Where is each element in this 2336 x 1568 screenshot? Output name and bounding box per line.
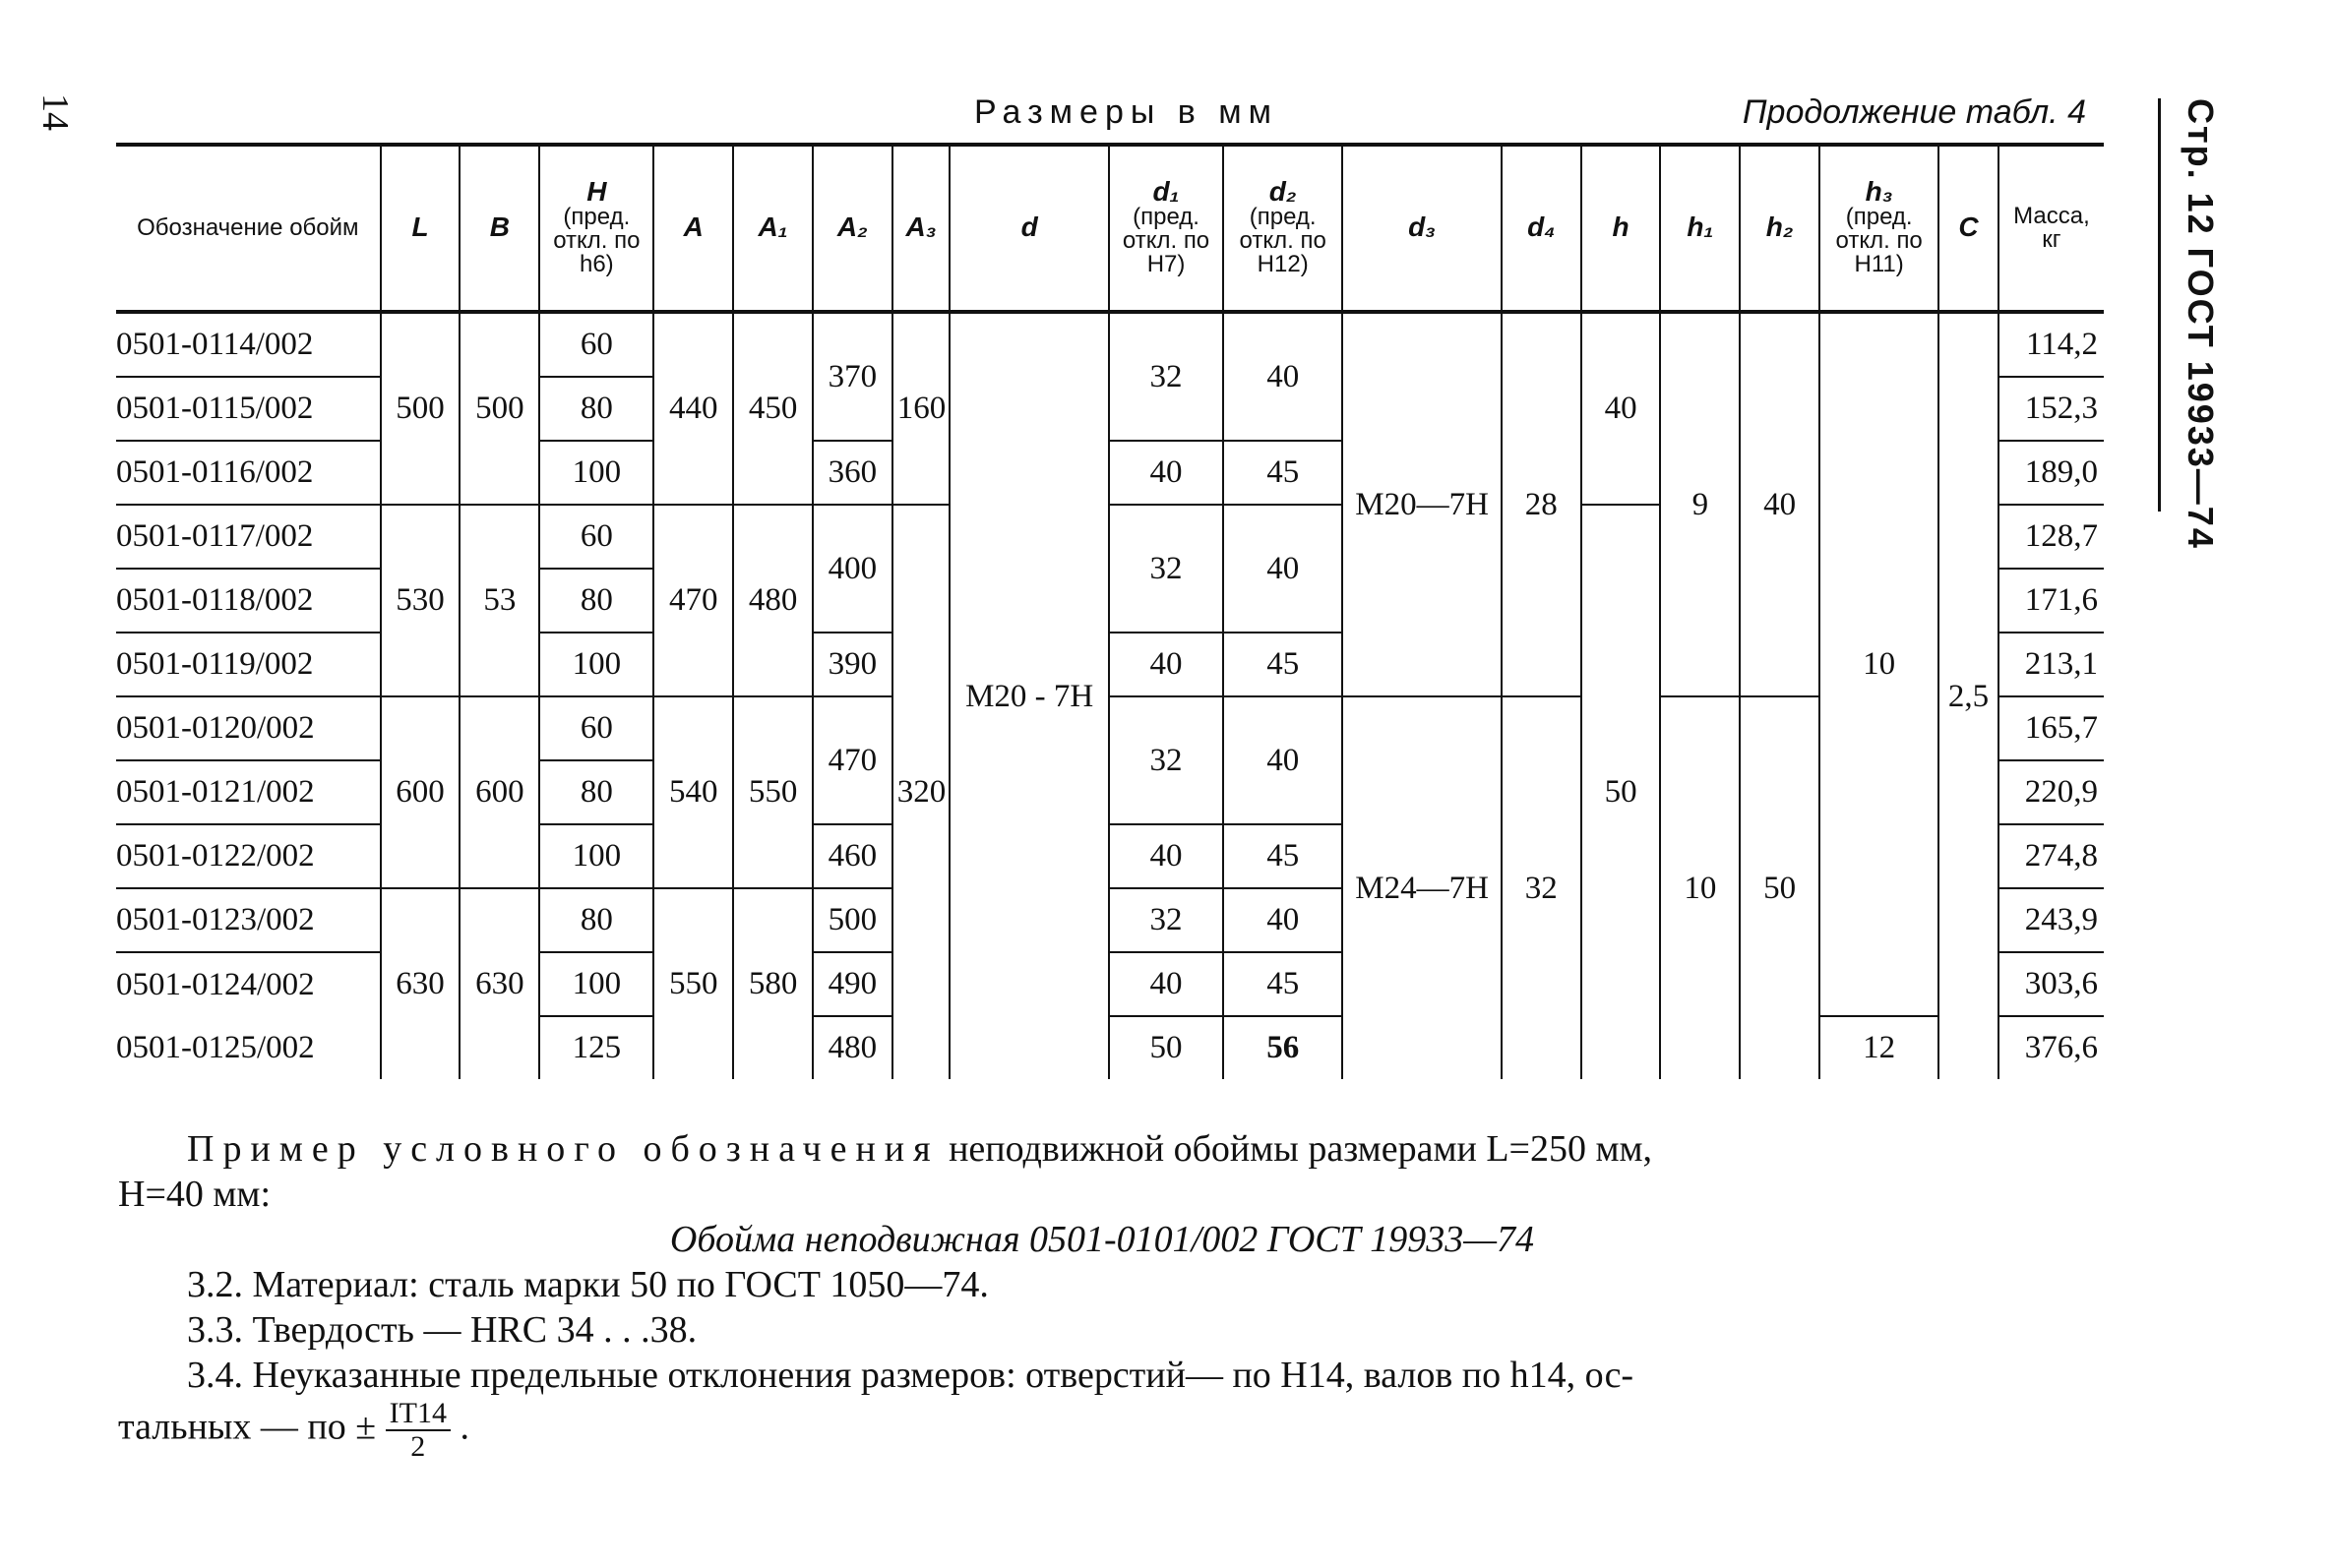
row-code: 0501-0114/002 xyxy=(116,312,381,377)
cell-H: 60 xyxy=(539,505,653,569)
row-code: 0501-0122/002 xyxy=(116,824,381,888)
cell-h3: 10 xyxy=(1819,312,1938,1016)
cell-mass: 213,1 xyxy=(1998,633,2104,696)
cell-H: 80 xyxy=(539,888,653,952)
col-A3 xyxy=(892,145,951,312)
cell-A2: 370 xyxy=(813,312,892,441)
page-number: 14 xyxy=(34,93,76,131)
cell-A: 550 xyxy=(653,888,733,1079)
col-d1 xyxy=(1109,145,1223,312)
cell-A2: 400 xyxy=(813,505,892,633)
cell-B: 630 xyxy=(460,888,539,1079)
tolerance-fraction xyxy=(386,1398,451,1463)
cell-H: 100 xyxy=(539,633,653,696)
col-h xyxy=(1581,145,1661,312)
row-code: 0501-0121/002 xyxy=(116,760,381,824)
side-label-text: Стр. 12 ГОСТ 19933—74 xyxy=(2181,98,2221,550)
paragraph-3-4: 3.4. Неуказанные предельные отклонения размеров: отверстий— по H14, валов по h14, ос- xyxy=(187,1355,1634,1396)
col-h3-symbol: h₃ xyxy=(1865,176,1893,207)
col-d4-symbol: d₄ xyxy=(1527,211,1556,242)
cell-d2: 45 xyxy=(1223,952,1342,1016)
cell-A: 540 xyxy=(653,696,733,888)
row-code: 0501-0120/002 xyxy=(116,696,381,760)
cell-A2: 390 xyxy=(813,633,892,696)
col-d1-symbol: d₁ xyxy=(1152,176,1180,207)
table-row xyxy=(116,696,2104,760)
cell-H: 80 xyxy=(539,760,653,824)
cell-d2: 45 xyxy=(1223,824,1342,888)
cell-d1: 32 xyxy=(1109,312,1223,441)
cell-d3: M20—7H xyxy=(1342,312,1502,696)
cell-H: 80 xyxy=(539,569,653,633)
row-code: 0501-0119/002 xyxy=(116,633,381,696)
cell-h1: 9 xyxy=(1660,312,1740,696)
cell-d2: 45 xyxy=(1223,441,1342,505)
fraction-denominator: 2 xyxy=(410,1430,426,1463)
row-code: 0501-0117/002 xyxy=(116,505,381,569)
cell-d1: 32 xyxy=(1109,505,1223,633)
table-row xyxy=(116,312,2104,377)
cell-B: 53 xyxy=(460,505,539,696)
cell-d2: 40 xyxy=(1223,312,1342,441)
col-h1-symbol: h₁ xyxy=(1687,211,1714,242)
example-intro-line2: H=40 мм: xyxy=(118,1174,272,1215)
col-d1-note: (пред. откл. по H7) xyxy=(1122,204,1210,277)
cell-mass: 114,2 xyxy=(1998,312,2104,377)
paragraph-3-3: 3.3. Твердость — HRC 34 . . .38. xyxy=(187,1309,698,1351)
cell-d2: 40 xyxy=(1223,505,1342,633)
col-L xyxy=(381,145,461,312)
cell-d1: 50 xyxy=(1109,1016,1223,1079)
cell-A2: 480 xyxy=(813,1016,892,1079)
row-code: 0501-0124/002 xyxy=(116,966,315,1002)
col-H xyxy=(539,145,653,312)
example-title: Обойма неподвижная 0501-0101/002 ГОСТ 19933—74 xyxy=(669,1219,1535,1260)
col-h1 xyxy=(1660,145,1740,312)
cell-mass: 243,9 xyxy=(1998,888,2104,952)
cell-L: 630 xyxy=(381,888,461,1079)
row-code: 0501-0118/002 xyxy=(116,569,381,633)
row-code: 0501-0115/002 xyxy=(116,377,381,441)
cell-d2: 40 xyxy=(1223,696,1342,824)
paragraph-3-2: 3.2. Материал: сталь марки 50 по ГОСТ 1050—74. xyxy=(187,1264,989,1305)
side-rule xyxy=(2158,98,2161,512)
paragraph-3-4-line2 xyxy=(118,1398,2086,1463)
body-text xyxy=(118,1126,2086,1463)
cell-d1: 32 xyxy=(1109,888,1223,952)
cell-L: 530 xyxy=(381,505,461,696)
cell-A2: 360 xyxy=(813,441,892,505)
cell-H: 60 xyxy=(539,312,653,377)
col-A2 xyxy=(813,145,892,312)
cell-d1: 32 xyxy=(1109,696,1223,824)
col-d xyxy=(950,145,1109,312)
col-d2 xyxy=(1223,145,1342,312)
cell-H: 60 xyxy=(539,696,653,760)
col-h-symbol: h xyxy=(1612,211,1629,242)
col-d-symbol: d xyxy=(1020,211,1038,242)
col-L-symbol: L xyxy=(411,211,429,242)
cell-A3: 320 xyxy=(892,505,951,1079)
row-code: 0501-0116/002 xyxy=(116,441,381,505)
cell-mass: 274,8 xyxy=(1998,824,2104,888)
cell-A2: 460 xyxy=(813,824,892,888)
example-intro-rest: неподвижной обоймы размерами L=250 мм, xyxy=(949,1128,1653,1170)
col-d3-symbol: d₃ xyxy=(1408,211,1437,242)
cell-d4: 32 xyxy=(1502,696,1581,1079)
cell-H: 100 xyxy=(539,824,653,888)
cell-h1: 10 xyxy=(1660,696,1740,1079)
cell-mass: 220,9 xyxy=(1998,760,2104,824)
col-h2-symbol: h₂ xyxy=(1765,211,1794,242)
continuation-caption: Продолжение табл. 4 xyxy=(1742,93,2086,131)
row-code: 0501-0123/002 xyxy=(116,888,381,952)
cell-mass: 171,6 xyxy=(1998,569,2104,633)
cell-mass: 376,6 xyxy=(1998,1016,2104,1079)
cell-B: 600 xyxy=(460,696,539,888)
cell-B: 500 xyxy=(460,312,539,505)
cell-A1: 480 xyxy=(733,505,813,696)
col-A xyxy=(653,145,733,312)
sizes-caption: Размеры в мм xyxy=(974,93,1279,131)
cell-L: 600 xyxy=(381,696,461,888)
cell-d1: 40 xyxy=(1109,824,1223,888)
example-intro-spaced: Пример условного обозначения xyxy=(187,1128,940,1170)
cell-d1: 40 xyxy=(1109,952,1223,1016)
cell-A2: 490 xyxy=(813,952,892,1016)
cell-d2: 40 xyxy=(1223,888,1342,952)
col-A1 xyxy=(733,145,813,312)
cell-d3: M24—7H xyxy=(1342,696,1502,1079)
col-A-symbol: A xyxy=(683,211,704,242)
dimensions-table xyxy=(116,143,2104,1079)
paragraph-3-4-line2-text: тальных — по ± xyxy=(118,1406,377,1448)
cell-mass: 189,0 xyxy=(1998,441,2104,505)
col-B xyxy=(460,145,539,312)
example-intro xyxy=(118,1126,2086,1172)
cell-d1: 40 xyxy=(1109,441,1223,505)
cell-h: 50 xyxy=(1581,505,1661,1079)
cell-d2: 56 xyxy=(1223,1016,1342,1079)
col-d2-symbol: d₂ xyxy=(1268,176,1297,207)
col-A2-symbol: A₂ xyxy=(836,211,868,242)
table-header-line xyxy=(118,93,2086,143)
col-mass: Масса, кг xyxy=(1998,145,2104,312)
cell-A2: 500 xyxy=(813,888,892,952)
cell-H: 125 xyxy=(539,1016,653,1079)
cell-d4: 28 xyxy=(1502,312,1581,696)
cell-mass: 165,7 xyxy=(1998,696,2104,760)
col-A1-symbol: A₁ xyxy=(758,211,788,242)
cell-H: 80 xyxy=(539,377,653,441)
col-h3-note: (пред. откл. по H11) xyxy=(1835,204,1923,277)
col-h3 xyxy=(1819,145,1938,312)
cell-H: 100 xyxy=(539,441,653,505)
cell-A1: 450 xyxy=(733,312,813,505)
cell-mass: 128,7 xyxy=(1998,505,2104,569)
cell-A1: 580 xyxy=(733,888,813,1079)
side-label xyxy=(2170,98,2229,571)
cell-A2: 470 xyxy=(813,696,892,824)
cell-h2: 40 xyxy=(1740,312,1819,696)
col-C-symbol: C xyxy=(1958,211,1979,242)
row-code: 0501-0125/002 xyxy=(116,1029,315,1065)
col-H-note: (пред. откл. по h6) xyxy=(553,204,641,277)
col-A3-symbol: A₃ xyxy=(905,211,937,242)
cell-d2: 45 xyxy=(1223,633,1342,696)
table-header-row xyxy=(116,145,2104,312)
paragraph-3-4-end: . xyxy=(460,1406,469,1448)
cell-h: 40 xyxy=(1581,312,1661,505)
col-C xyxy=(1938,145,1998,312)
cell-L: 500 xyxy=(381,312,461,505)
cell-H: 100 xyxy=(539,952,653,1016)
cell-C: 2,5 xyxy=(1938,312,1998,1079)
cell-mass: 152,3 xyxy=(1998,377,2104,441)
col-d3 xyxy=(1342,145,1502,312)
cell-A: 470 xyxy=(653,505,733,696)
cell-d: M20 - 7H xyxy=(950,312,1109,1079)
cell-h3: 12 xyxy=(1819,1016,1938,1079)
col-d4 xyxy=(1502,145,1581,312)
cell-A3: 160 xyxy=(892,312,951,505)
cell-A1: 550 xyxy=(733,696,813,888)
col-B-symbol: B xyxy=(489,211,510,242)
col-h2 xyxy=(1740,145,1819,312)
cell-A: 440 xyxy=(653,312,733,505)
cell-mass: 303,6 xyxy=(1998,952,2104,1016)
col-designation: Обозначение обойм xyxy=(116,145,381,312)
cell-d1: 40 xyxy=(1109,633,1223,696)
fraction-numerator: IT14 xyxy=(386,1398,451,1431)
col-d2-note: (пред. откл. по H12) xyxy=(1239,204,1326,277)
col-H-symbol: H xyxy=(586,176,607,207)
cell-h2: 50 xyxy=(1740,696,1819,1079)
